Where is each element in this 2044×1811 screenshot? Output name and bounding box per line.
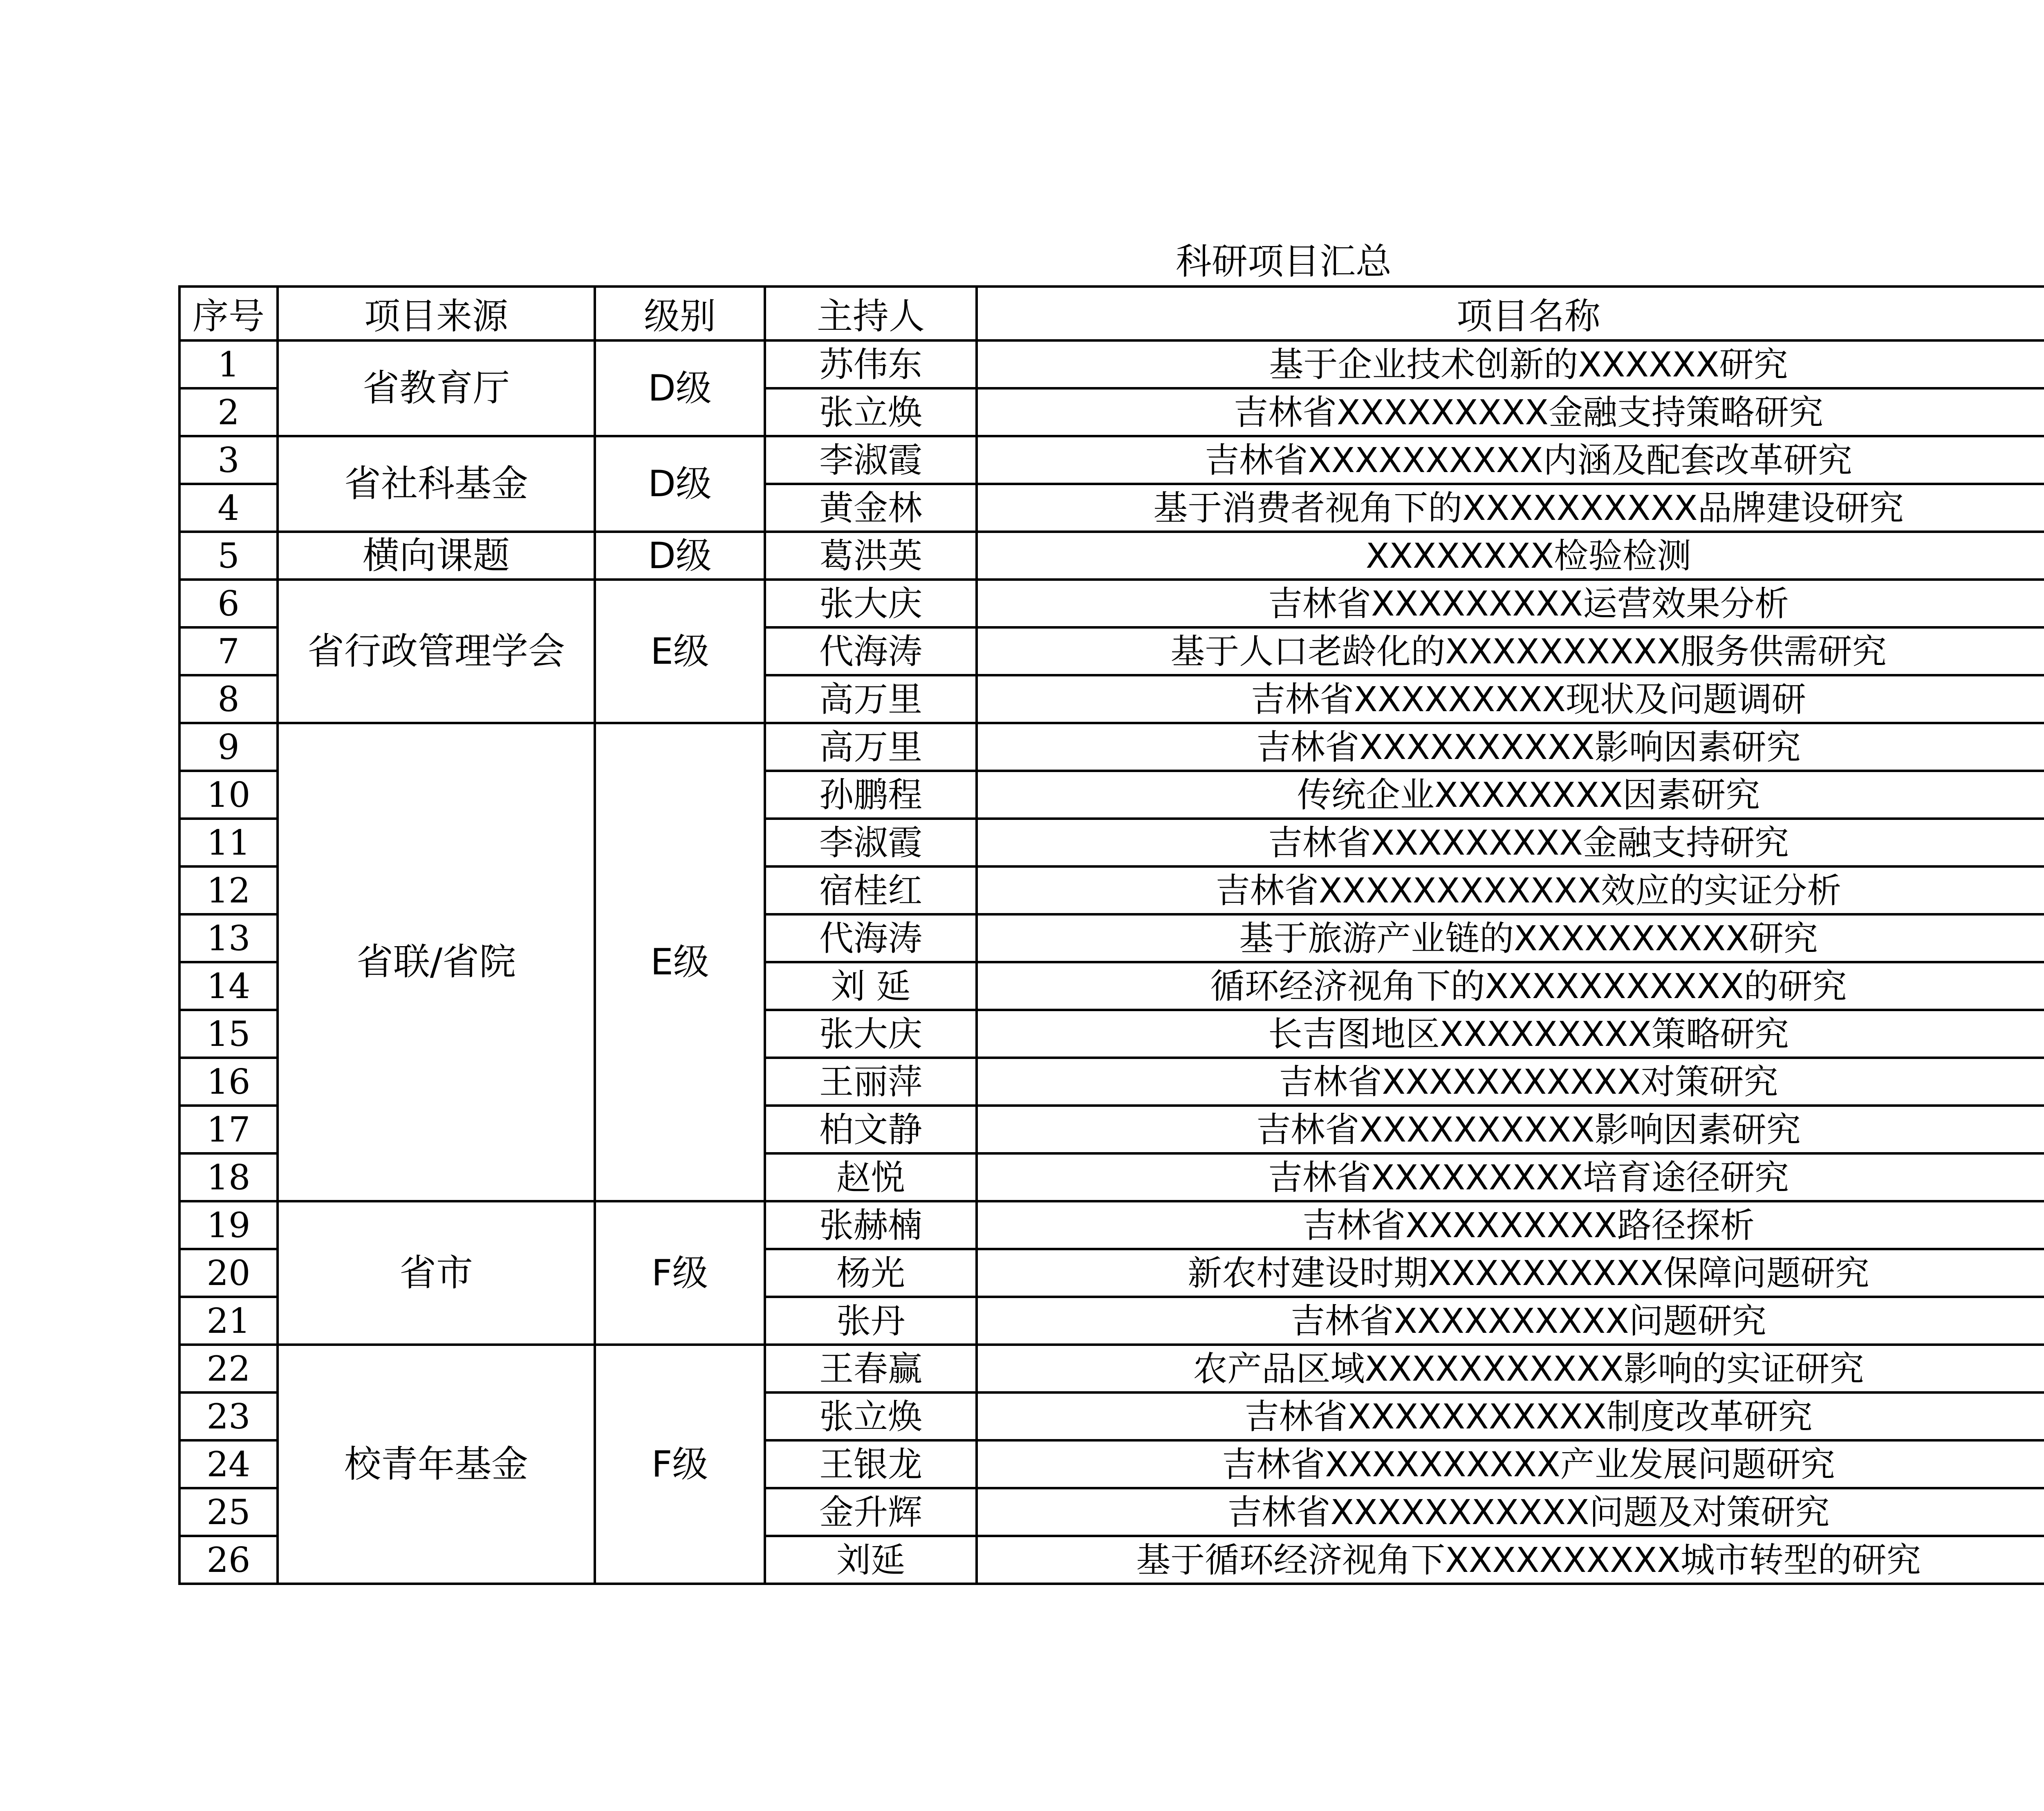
- row-seq: 5: [179, 532, 278, 580]
- project-host: 赵悦: [765, 1153, 977, 1201]
- project-name: XXXXXXXX检验检测: [977, 532, 2044, 580]
- project-host: 刘延: [765, 1536, 977, 1584]
- project-host: 王银龙: [765, 1440, 977, 1488]
- project-level: E级: [595, 723, 765, 1201]
- row-seq: 23: [179, 1392, 278, 1440]
- project-host: 张丹: [765, 1297, 977, 1345]
- table-row: [179, 436, 2044, 484]
- header-host: 主持人: [765, 287, 977, 340]
- row-seq: 19: [179, 1201, 278, 1249]
- project-level: D级: [595, 340, 765, 436]
- project-host: 宿桂红: [765, 866, 977, 914]
- project-host: 苏伟东: [765, 340, 977, 388]
- project-host: 柏文静: [765, 1106, 977, 1153]
- project-name: 农产品区域XXXXXXXXXXX影响的实证研究: [977, 1345, 2044, 1392]
- table-row: [179, 532, 2044, 580]
- project-host: 黄金林: [765, 484, 977, 532]
- table-row: [179, 723, 2044, 771]
- project-host: 刘 延: [765, 962, 977, 1010]
- project-name: 吉林省XXXXXXXXXX产业发展问题研究: [977, 1440, 2044, 1488]
- project-name: 基于循环经济视角下XXXXXXXXXX城市转型的研究: [977, 1536, 2044, 1584]
- table-row: [179, 1201, 2044, 1249]
- row-seq: 3: [179, 436, 278, 484]
- row-seq: 26: [179, 1536, 278, 1584]
- project-source: 省联/省院: [278, 723, 595, 1201]
- project-name: 长吉图地区XXXXXXXXX策略研究: [977, 1010, 2044, 1058]
- project-host: 杨光: [765, 1249, 977, 1297]
- project-table: [178, 285, 2044, 1585]
- row-seq: 17: [179, 1106, 278, 1153]
- project-host: 代海涛: [765, 627, 977, 675]
- project-host: 张赫楠: [765, 1201, 977, 1249]
- row-seq: 4: [179, 484, 278, 532]
- table-body: [179, 340, 2044, 1584]
- header-source: 项目来源: [278, 287, 595, 340]
- row-seq: 15: [179, 1010, 278, 1058]
- project-name: 基于旅游产业链的XXXXXXXXXX研究: [977, 914, 2044, 962]
- row-seq: 9: [179, 723, 278, 771]
- project-name: 吉林省XXXXXXXXX路径探析: [977, 1201, 2044, 1249]
- project-name: 基于消费者视角下的XXXXXXXXXX品牌建设研究: [977, 484, 2044, 532]
- project-level: F级: [595, 1345, 765, 1584]
- project-host: 代海涛: [765, 914, 977, 962]
- project-source: 省社科基金: [278, 436, 595, 532]
- project-name: 基于企业技术创新的XXXXXX研究: [977, 340, 2044, 388]
- row-seq: 13: [179, 914, 278, 962]
- table-row: [179, 340, 2044, 388]
- project-name: 吉林省XXXXXXXXX金融支持研究: [977, 819, 2044, 866]
- project-level: D级: [595, 436, 765, 532]
- project-host: 高万里: [765, 723, 977, 771]
- project-name: 循环经济视角下的XXXXXXXXXXX的研究: [977, 962, 2044, 1010]
- project-name: 基于人口老龄化的XXXXXXXXXX服务供需研究: [977, 627, 2044, 675]
- project-host: 金升辉: [765, 1488, 977, 1536]
- project-host: 高万里: [765, 675, 977, 723]
- project-name: 新农村建设时期XXXXXXXXXX保障问题研究: [977, 1249, 2044, 1297]
- row-seq: 21: [179, 1297, 278, 1345]
- row-seq: 14: [179, 962, 278, 1010]
- project-host: 李淑霞: [765, 819, 977, 866]
- row-seq: 16: [179, 1058, 278, 1106]
- project-host: 王丽萍: [765, 1058, 977, 1106]
- project-name: 吉林省XXXXXXXXXX影响因素研究: [977, 1106, 2044, 1153]
- project-source: 省市: [278, 1201, 595, 1345]
- project-name: 吉林省XXXXXXXXX运营效果分析: [977, 580, 2044, 627]
- row-seq: 12: [179, 866, 278, 914]
- project-host: 张立焕: [765, 1392, 977, 1440]
- project-source: 省行政管理学会: [278, 580, 595, 723]
- row-seq: 25: [179, 1488, 278, 1536]
- project-host: 张立焕: [765, 388, 977, 436]
- project-host: 王春赢: [765, 1345, 977, 1392]
- project-name: 吉林省XXXXXXXXXXX对策研究: [977, 1058, 2044, 1106]
- row-seq: 11: [179, 819, 278, 866]
- row-seq: 22: [179, 1345, 278, 1392]
- project-name: 吉林省XXXXXXXXXXX问题及对策研究: [977, 1488, 2044, 1536]
- project-name: 吉林省XXXXXXXXX培育途径研究: [977, 1153, 2044, 1201]
- table-row: [179, 1345, 2044, 1392]
- project-source: 校青年基金: [278, 1345, 595, 1584]
- row-seq: 10: [179, 771, 278, 819]
- project-source: 省教育厅: [278, 340, 595, 436]
- row-seq: 2: [179, 388, 278, 436]
- project-level: D级: [595, 532, 765, 580]
- row-seq: 1: [179, 340, 278, 388]
- project-level: F级: [595, 1201, 765, 1345]
- row-seq: 18: [179, 1153, 278, 1201]
- project-name: 吉林省XXXXXXXXXXX制度改革研究: [977, 1392, 2044, 1440]
- row-seq: 7: [179, 627, 278, 675]
- project-name: 吉林省XXXXXXXXXX影响因素研究: [977, 723, 2044, 771]
- project-source: 横向课题: [278, 532, 595, 580]
- table-row: [179, 580, 2044, 627]
- project-host: 葛洪英: [765, 532, 977, 580]
- page-title: 科研项目汇总: [1175, 240, 1392, 282]
- row-seq: 24: [179, 1440, 278, 1488]
- project-host: 孙鹏程: [765, 771, 977, 819]
- project-name: 吉林省XXXXXXXXXX内涵及配套改革研究: [977, 436, 2044, 484]
- project-level: E级: [595, 580, 765, 723]
- project-name: 吉林省XXXXXXXXXX问题研究: [977, 1297, 2044, 1345]
- project-host: 李淑霞: [765, 436, 977, 484]
- project-host: 张大庆: [765, 1010, 977, 1058]
- header-level: 级别: [595, 287, 765, 340]
- project-host: 张大庆: [765, 580, 977, 627]
- header-row: [179, 287, 2044, 340]
- project-name: 吉林省XXXXXXXXX现状及问题调研: [977, 675, 2044, 723]
- project-name: 传统企业XXXXXXXX因素研究: [977, 771, 2044, 819]
- project-name: 吉林省XXXXXXXXX金融支持策略研究: [977, 388, 2044, 436]
- header-seq: 序号: [179, 287, 278, 340]
- header-project-name: 项目名称: [977, 287, 2044, 340]
- project-name: 吉林省XXXXXXXXXXXX效应的实证分析: [977, 866, 2044, 914]
- row-seq: 6: [179, 580, 278, 627]
- row-seq: 8: [179, 675, 278, 723]
- row-seq: 20: [179, 1249, 278, 1297]
